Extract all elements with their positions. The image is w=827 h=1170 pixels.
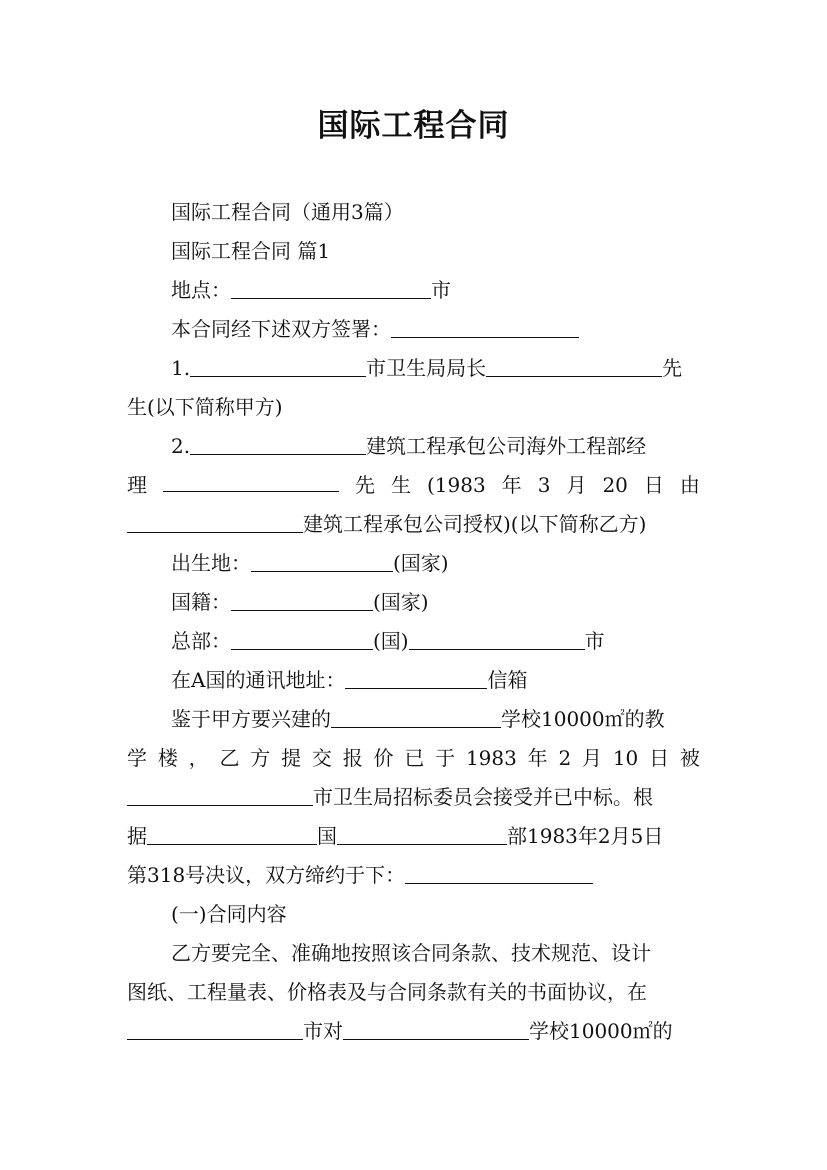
- whereas-token: 已: [404, 746, 425, 770]
- party-b-token: 由: [679, 473, 700, 497]
- headquarters-label: 总部：: [171, 629, 231, 653]
- location-line: [171, 276, 700, 304]
- party-b-name-blank: [163, 471, 339, 492]
- school-blank: [331, 707, 501, 728]
- party-b-token: 生: [391, 473, 411, 497]
- nationality-label: 国籍：: [171, 590, 231, 614]
- whereas-token: 方: [250, 746, 271, 770]
- headquarters-city-blank: [409, 629, 585, 650]
- party-b-token: (1983: [427, 473, 486, 497]
- party-a-cont-text: 生(以下简称甲方): [127, 395, 283, 419]
- whereas-token: 日: [649, 746, 670, 770]
- party-b-token: 年: [501, 473, 522, 497]
- signatories-blank: [391, 317, 579, 338]
- signatories-line: [171, 315, 700, 343]
- headquarters-country-blank: [231, 629, 373, 650]
- location-suffix: 市: [431, 278, 451, 302]
- whereas-token: 学: [127, 746, 147, 770]
- resolution-line: [127, 822, 700, 850]
- party-b-number: 2.: [171, 434, 191, 458]
- party-b-token: 20: [602, 473, 628, 497]
- resolution-start: 据: [127, 824, 147, 848]
- section-heading: [171, 237, 700, 265]
- content-paragraph-line: [127, 1017, 700, 1045]
- whereas-token: 于: [435, 746, 456, 770]
- nationality-line: [171, 588, 700, 616]
- nationality-blank: [231, 590, 373, 611]
- subtitle-line: [171, 198, 700, 226]
- whereas-token: 提: [281, 746, 302, 770]
- whereas-line: [171, 705, 700, 733]
- content-paragraph-text: 图纸、工程量表、价格表及与合同条款有关的书面协议，在: [127, 980, 647, 1004]
- party-b-token: 日: [643, 473, 664, 497]
- party-b-auth-text: 建筑工程承包公司授权)(以下简称乙方): [303, 512, 647, 536]
- section-heading-text: 国际工程合同 篇1: [171, 239, 331, 263]
- resolution-ministry-blank: [337, 824, 507, 845]
- whereas-token: 交: [311, 746, 332, 770]
- address-line: [171, 666, 700, 694]
- agreement-text: 第318号决议，双方缔约于下：: [127, 863, 406, 887]
- location-label: 地点：: [171, 278, 231, 302]
- content-paragraph-line: [127, 978, 700, 1006]
- address-label: 在A国的通讯地址：: [171, 668, 346, 692]
- whereas-token: 价: [373, 746, 394, 770]
- whereas-token: 10: [612, 746, 639, 770]
- address-suffix: 信箱: [487, 668, 528, 692]
- whereas-token: 报: [342, 746, 363, 770]
- party-a-honorific: 先: [662, 356, 683, 380]
- party-a-number: 1.: [171, 356, 191, 380]
- committee-line: [127, 783, 700, 811]
- resolution-date: 部1983年2月5日: [507, 824, 664, 848]
- party-b-cont-line: [127, 471, 700, 499]
- committee-city-blank: [127, 785, 313, 806]
- nationality-suffix: (国家): [373, 590, 429, 614]
- agreement-line: [127, 861, 700, 889]
- subtitle-text: 国际工程合同（通用3篇）: [171, 200, 404, 224]
- agreement-blank: [405, 863, 593, 884]
- whereas-token: ，: [188, 746, 209, 770]
- content-city-blank: [127, 1019, 303, 1040]
- headquarters-country-suffix: (国): [373, 629, 409, 653]
- contract-content-heading: [171, 900, 700, 928]
- birthplace-label: 出生地：: [171, 551, 251, 575]
- party-a-name-blank: [486, 356, 662, 377]
- whereas-token: 被: [679, 746, 700, 770]
- party-b-line: [171, 432, 700, 460]
- party-a-title: 市卫生局局长: [366, 356, 487, 380]
- headquarters-city-suffix: 市: [584, 629, 605, 653]
- whereas-token: 年: [527, 746, 548, 770]
- whereas-cont-line: [127, 744, 700, 772]
- birthplace-line: [171, 549, 700, 577]
- whereas-text: 鉴于甲方要兴建的: [171, 707, 331, 731]
- whereas-token: 楼: [157, 746, 178, 770]
- party-a-city-blank: [190, 356, 366, 377]
- party-a-cont: [127, 393, 700, 421]
- party-b-cont-start: 理: [127, 473, 147, 497]
- whereas-token: 乙: [219, 746, 240, 770]
- party-a-line: [171, 354, 700, 382]
- party-b-auth-line: [127, 510, 700, 538]
- committee-text: 市卫生局招标委员会接受并已中标。根: [313, 785, 653, 809]
- content-paragraph-text: 乙方要完全、准确地按照该合同条款、技术规范、设计: [171, 941, 651, 965]
- headquarters-line: [171, 627, 700, 655]
- resolution-country: 国: [317, 824, 337, 848]
- contract-content-heading-text: (一)合同内容: [171, 902, 287, 926]
- address-blank: [345, 668, 487, 689]
- party-b-company-blank: [190, 434, 366, 455]
- birthplace-blank: [251, 551, 393, 572]
- content-paragraph-text: 市对: [303, 1019, 343, 1043]
- birthplace-suffix: (国家): [393, 551, 449, 575]
- party-b-authority-blank: [127, 512, 303, 533]
- resolution-country-blank: [147, 824, 317, 845]
- whereas-text-cont: 学校10000㎡的教: [501, 707, 665, 731]
- document-title: 国际工程合同: [317, 108, 510, 144]
- content-paragraph-line: [171, 939, 700, 967]
- party-b-token: 先: [355, 473, 375, 497]
- content-paragraph-text: 学校10000㎡的: [529, 1019, 673, 1043]
- whereas-token: 1983: [465, 746, 517, 770]
- whereas-token: 月: [582, 746, 603, 770]
- party-b-title: 建筑工程承包公司海外工程部经: [366, 434, 647, 458]
- whereas-token: 2: [558, 746, 572, 770]
- party-b-token: 3: [537, 473, 551, 497]
- content-school-blank: [343, 1019, 529, 1040]
- location-blank: [231, 278, 431, 299]
- party-b-token: 月: [566, 473, 587, 497]
- signatories-label: 本合同经下述双方签署：: [171, 317, 391, 341]
